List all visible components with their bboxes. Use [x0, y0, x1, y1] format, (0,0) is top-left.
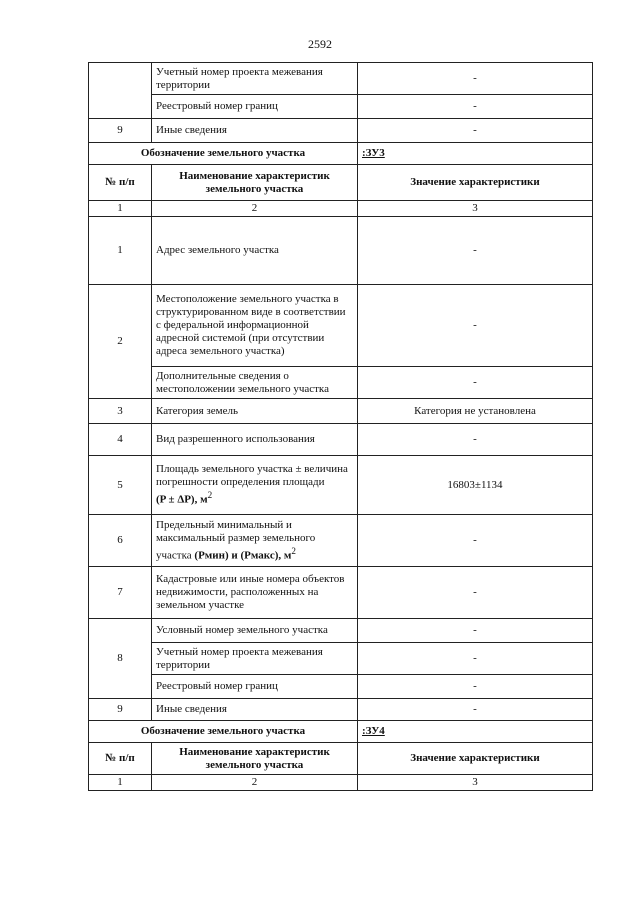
table-row	[89, 217, 593, 285]
header-name: Наименование характеристик земельного участка	[152, 165, 358, 201]
characteristic-name: Кадастровые или иные номера объектов недвижимости, расположенных на земельном участке	[152, 567, 358, 619]
row-number	[89, 63, 152, 119]
header-num: № п/п	[89, 165, 152, 201]
row-number: 2	[89, 285, 152, 399]
row-number: 7	[89, 567, 152, 619]
plot-designation-value: :ЗУ3	[362, 147, 385, 159]
characteristic-value: -	[358, 643, 593, 675]
column-index: 3	[358, 201, 593, 217]
table-row	[89, 63, 593, 95]
characteristic-value: -	[358, 424, 593, 456]
characteristic-name: Вид разрешенного использования	[152, 424, 358, 456]
row-number: 1	[89, 217, 152, 285]
area-formula: (P ± ΔP), м	[156, 493, 208, 506]
characteristic-value: -	[358, 95, 593, 119]
column-index-row	[89, 775, 593, 791]
characteristic-name: Реестровый номер границ	[152, 675, 358, 699]
characteristic-value: -	[358, 619, 593, 643]
table-row	[89, 424, 593, 456]
column-index: 2	[152, 201, 358, 217]
characteristic-name: Адрес земельного участка	[152, 217, 358, 285]
header-value: Значение характеристики	[358, 165, 593, 201]
table-row	[89, 699, 593, 721]
column-index-row	[89, 201, 593, 217]
row-number: 9	[89, 119, 152, 143]
plot-designation-value: :ЗУ4	[362, 725, 385, 737]
unit-exponent: 2	[207, 490, 213, 501]
plot-designation-row	[89, 721, 593, 743]
size-formula: (Pмин) и (Pмакс), м	[194, 549, 292, 562]
characteristic-value: 16803±1134	[358, 456, 593, 515]
table-header-row	[89, 743, 593, 775]
row-number: 8	[89, 619, 152, 699]
table-row	[89, 285, 593, 367]
table-row	[89, 95, 593, 119]
characteristic-name: Площадь земельного участка ± величина погрешности определения площади	[156, 463, 348, 489]
header-name: Наименование характеристик земельного участка	[152, 743, 358, 775]
characteristic-name: Предельный минимальный и максимальный размер земельного участка	[156, 518, 316, 562]
characteristic-name-cell	[152, 456, 358, 515]
characteristic-name: Условный номер земельного участка	[152, 619, 358, 643]
table-row	[89, 456, 593, 515]
table-row	[89, 119, 593, 143]
characteristic-name: Иные сведения	[152, 699, 358, 721]
characteristic-value: -	[358, 675, 593, 699]
plot-designation-value-cell	[358, 143, 593, 165]
characteristic-name: Учетный номер проекта межевания территории	[152, 63, 358, 95]
row-number: 4	[89, 424, 152, 456]
header-value: Значение характеристики	[358, 743, 593, 775]
row-number: 9	[89, 699, 152, 721]
characteristic-value: -	[358, 515, 593, 567]
column-index: 1	[89, 775, 152, 791]
characteristic-value: -	[358, 217, 593, 285]
characteristic-name: Иные сведения	[152, 119, 358, 143]
table-header-row	[89, 165, 593, 201]
characteristic-name: Реестровый номер границ	[152, 95, 358, 119]
row-number: 6	[89, 515, 152, 567]
characteristic-value: -	[358, 119, 593, 143]
characteristic-name: Учетный номер проекта межевания территории	[152, 643, 358, 675]
row-number: 3	[89, 399, 152, 424]
characteristic-name: Местоположение земельного участка в структурированном виде в соответствии с федеральной информационной адресной системой (при отсутствии адреса земельного участка)	[152, 285, 358, 367]
table-row	[89, 367, 593, 399]
characteristic-value: -	[358, 567, 593, 619]
column-index: 1	[89, 201, 152, 217]
plot-designation-value-cell	[358, 721, 593, 743]
column-index: 2	[152, 775, 358, 791]
characteristic-name-cell	[152, 515, 358, 567]
characteristic-value: -	[358, 699, 593, 721]
page-number: 2592	[308, 37, 332, 51]
land-plot-table	[88, 62, 593, 791]
row-number: 5	[89, 456, 152, 515]
header-num: № п/п	[89, 743, 152, 775]
characteristic-value: -	[358, 63, 593, 95]
table-row	[89, 675, 593, 699]
column-index: 3	[358, 775, 593, 791]
characteristic-name: Дополнительные сведения о местоположении земельного участка	[152, 367, 358, 399]
plot-designation-label: Обозначение земельного участка	[89, 721, 358, 743]
table-row	[89, 567, 593, 619]
characteristic-name: Категория земель	[152, 399, 358, 424]
plot-designation-row	[89, 143, 593, 165]
plot-designation-label: Обозначение земельного участка	[89, 143, 358, 165]
table-row	[89, 643, 593, 675]
table-row	[89, 619, 593, 643]
characteristic-value: -	[358, 285, 593, 367]
characteristic-value: Категория не установлена	[358, 399, 593, 424]
table-row	[89, 399, 593, 424]
table-row	[89, 515, 593, 567]
characteristic-value: -	[358, 367, 593, 399]
unit-exponent: 2	[291, 545, 296, 556]
